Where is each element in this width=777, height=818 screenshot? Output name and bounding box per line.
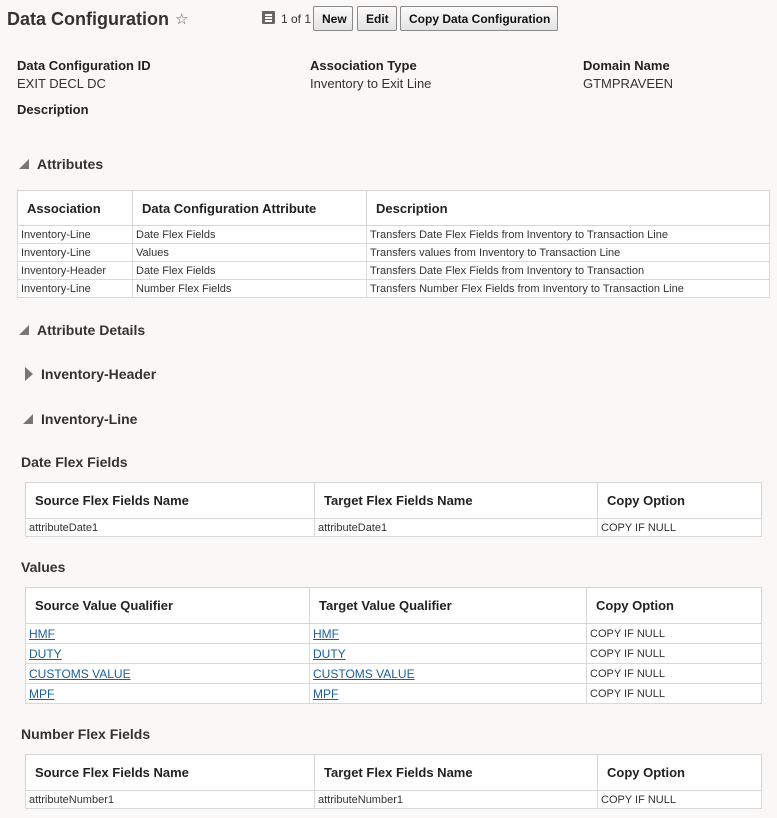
cell-source: attributeNumber1 bbox=[26, 791, 315, 809]
values-title: Values bbox=[21, 559, 66, 575]
cell-source bbox=[26, 624, 310, 644]
table-header-row bbox=[26, 588, 762, 624]
column-header-source-flex-fields-name[interactable]: Source Flex Fields Name bbox=[26, 483, 315, 519]
cell-source bbox=[26, 684, 310, 704]
cell-target bbox=[310, 684, 587, 704]
target-value-link[interactable]: DUTY bbox=[313, 646, 346, 661]
table-row[interactable] bbox=[18, 262, 770, 280]
new-button[interactable]: New bbox=[313, 6, 353, 31]
cell-attribute: Date Flex Fields bbox=[133, 226, 367, 244]
table-row[interactable] bbox=[26, 519, 762, 537]
cell-attribute: Date Flex Fields bbox=[133, 262, 367, 280]
cell-description: Transfers Number Flex Fields from Inventory to Transaction Line bbox=[367, 280, 770, 298]
domain-name-value: GTMPRAVEEN bbox=[583, 76, 674, 91]
column-header-target-flex-fields-name[interactable]: Target Flex Fields Name bbox=[315, 755, 598, 791]
copy-data-configuration-button[interactable]: Copy Data Configuration bbox=[400, 6, 558, 31]
cell-description: Transfers Date Flex Fields from Inventory to Transaction bbox=[367, 262, 770, 280]
table-row[interactable] bbox=[26, 644, 762, 664]
page-title: Data Configuration bbox=[7, 9, 169, 29]
cell-association: Inventory-Header bbox=[18, 262, 133, 280]
number-flex-fields-title: Number Flex Fields bbox=[21, 726, 151, 742]
triangle-down-icon bbox=[23, 414, 33, 424]
source-value-link[interactable]: HMF bbox=[29, 626, 55, 641]
record-list-icon bbox=[262, 11, 275, 24]
association-type-value: Inventory to Exit Line bbox=[310, 76, 432, 91]
triangle-down-icon bbox=[19, 159, 29, 169]
cell-copy-option: COPY IF NULL bbox=[598, 519, 762, 537]
triangle-right-icon bbox=[25, 367, 33, 381]
cell-target bbox=[310, 664, 587, 684]
attributes-section-header[interactable] bbox=[19, 156, 103, 172]
table-row[interactable] bbox=[18, 226, 770, 244]
config-id-value: EXIT DECL DC bbox=[17, 76, 106, 91]
cell-source bbox=[26, 644, 310, 664]
association-type-label: Association Type bbox=[310, 58, 417, 73]
values-table bbox=[25, 587, 762, 704]
target-value-link[interactable]: CUSTOMS VALUE bbox=[313, 666, 415, 681]
column-header-copy-option[interactable]: Copy Option bbox=[598, 755, 762, 791]
column-header-data-configuration-attribute[interactable]: Data Configuration Attribute bbox=[133, 191, 367, 226]
cell-copy-option: COPY IF NULL bbox=[598, 791, 762, 809]
record-count: 1 of 1 bbox=[281, 12, 312, 26]
cell-copy-option: COPY IF NULL bbox=[587, 684, 762, 704]
cell-source: attributeDate1 bbox=[26, 519, 315, 537]
cell-description: Transfers values from Inventory to Transaction Line bbox=[367, 244, 770, 262]
table-header-row bbox=[26, 483, 762, 519]
number-flex-fields-table bbox=[25, 754, 762, 809]
column-header-description[interactable]: Description bbox=[367, 191, 770, 226]
attribute-details-section-header[interactable] bbox=[19, 322, 145, 338]
cell-association: Inventory-Line bbox=[18, 280, 133, 298]
table-row[interactable] bbox=[18, 244, 770, 262]
edit-button[interactable]: Edit bbox=[357, 6, 397, 31]
target-value-link[interactable]: HMF bbox=[313, 626, 339, 641]
cell-association: Inventory-Line bbox=[18, 226, 133, 244]
table-row[interactable] bbox=[26, 791, 762, 809]
cell-source bbox=[26, 664, 310, 684]
column-header-association[interactable]: Association bbox=[18, 191, 133, 226]
cell-copy-option: COPY IF NULL bbox=[587, 644, 762, 664]
column-header-copy-option[interactable]: Copy Option bbox=[587, 588, 762, 624]
config-id-label: Data Configuration ID bbox=[17, 58, 151, 73]
column-header-source-value-qualifier[interactable]: Source Value Qualifier bbox=[26, 588, 310, 624]
column-header-target-value-qualifier[interactable]: Target Value Qualifier bbox=[310, 588, 587, 624]
cell-target bbox=[310, 624, 587, 644]
cell-attribute: Number Flex Fields bbox=[133, 280, 367, 298]
table-header-row bbox=[26, 755, 762, 791]
column-header-source-flex-fields-name[interactable]: Source Flex Fields Name bbox=[26, 755, 315, 791]
table-row[interactable] bbox=[26, 684, 762, 704]
cell-copy-option: COPY IF NULL bbox=[587, 664, 762, 684]
source-value-link[interactable]: MPF bbox=[29, 686, 55, 701]
domain-name-label: Domain Name bbox=[583, 58, 670, 73]
cell-target: attributeNumber1 bbox=[315, 791, 598, 809]
attributes-title: Attributes bbox=[37, 156, 104, 172]
target-value-link[interactable]: MPF bbox=[313, 686, 339, 701]
triangle-down-icon bbox=[19, 325, 29, 335]
table-row[interactable] bbox=[18, 280, 770, 298]
attributes-table bbox=[17, 190, 770, 298]
cell-target: attributeDate1 bbox=[315, 519, 598, 537]
inventory-line-title: Inventory-Line bbox=[41, 411, 138, 427]
inventory-header-section-header[interactable] bbox=[23, 366, 156, 382]
date-flex-fields-title: Date Flex Fields bbox=[21, 454, 128, 470]
table-row[interactable] bbox=[26, 624, 762, 644]
table-row[interactable] bbox=[26, 664, 762, 684]
column-header-target-flex-fields-name[interactable]: Target Flex Fields Name bbox=[315, 483, 598, 519]
description-label: Description bbox=[17, 102, 89, 117]
cell-description: Transfers Date Flex Fields from Inventory to Transaction Line bbox=[367, 226, 770, 244]
table-header-row bbox=[18, 191, 770, 226]
source-value-link[interactable]: CUSTOMS VALUE bbox=[29, 666, 131, 681]
source-value-link[interactable]: DUTY bbox=[29, 646, 62, 661]
column-header-copy-option[interactable]: Copy Option bbox=[598, 483, 762, 519]
cell-association: Inventory-Line bbox=[18, 244, 133, 262]
date-flex-fields-table bbox=[25, 482, 762, 537]
inventory-line-section-header[interactable] bbox=[23, 411, 137, 427]
inventory-header-title: Inventory-Header bbox=[41, 366, 157, 382]
favorite-star-icon[interactable]: ☆ bbox=[175, 11, 189, 28]
cell-attribute: Values bbox=[133, 244, 367, 262]
cell-copy-option: COPY IF NULL bbox=[587, 624, 762, 644]
attribute-details-title: Attribute Details bbox=[37, 322, 146, 338]
cell-target bbox=[310, 644, 587, 664]
